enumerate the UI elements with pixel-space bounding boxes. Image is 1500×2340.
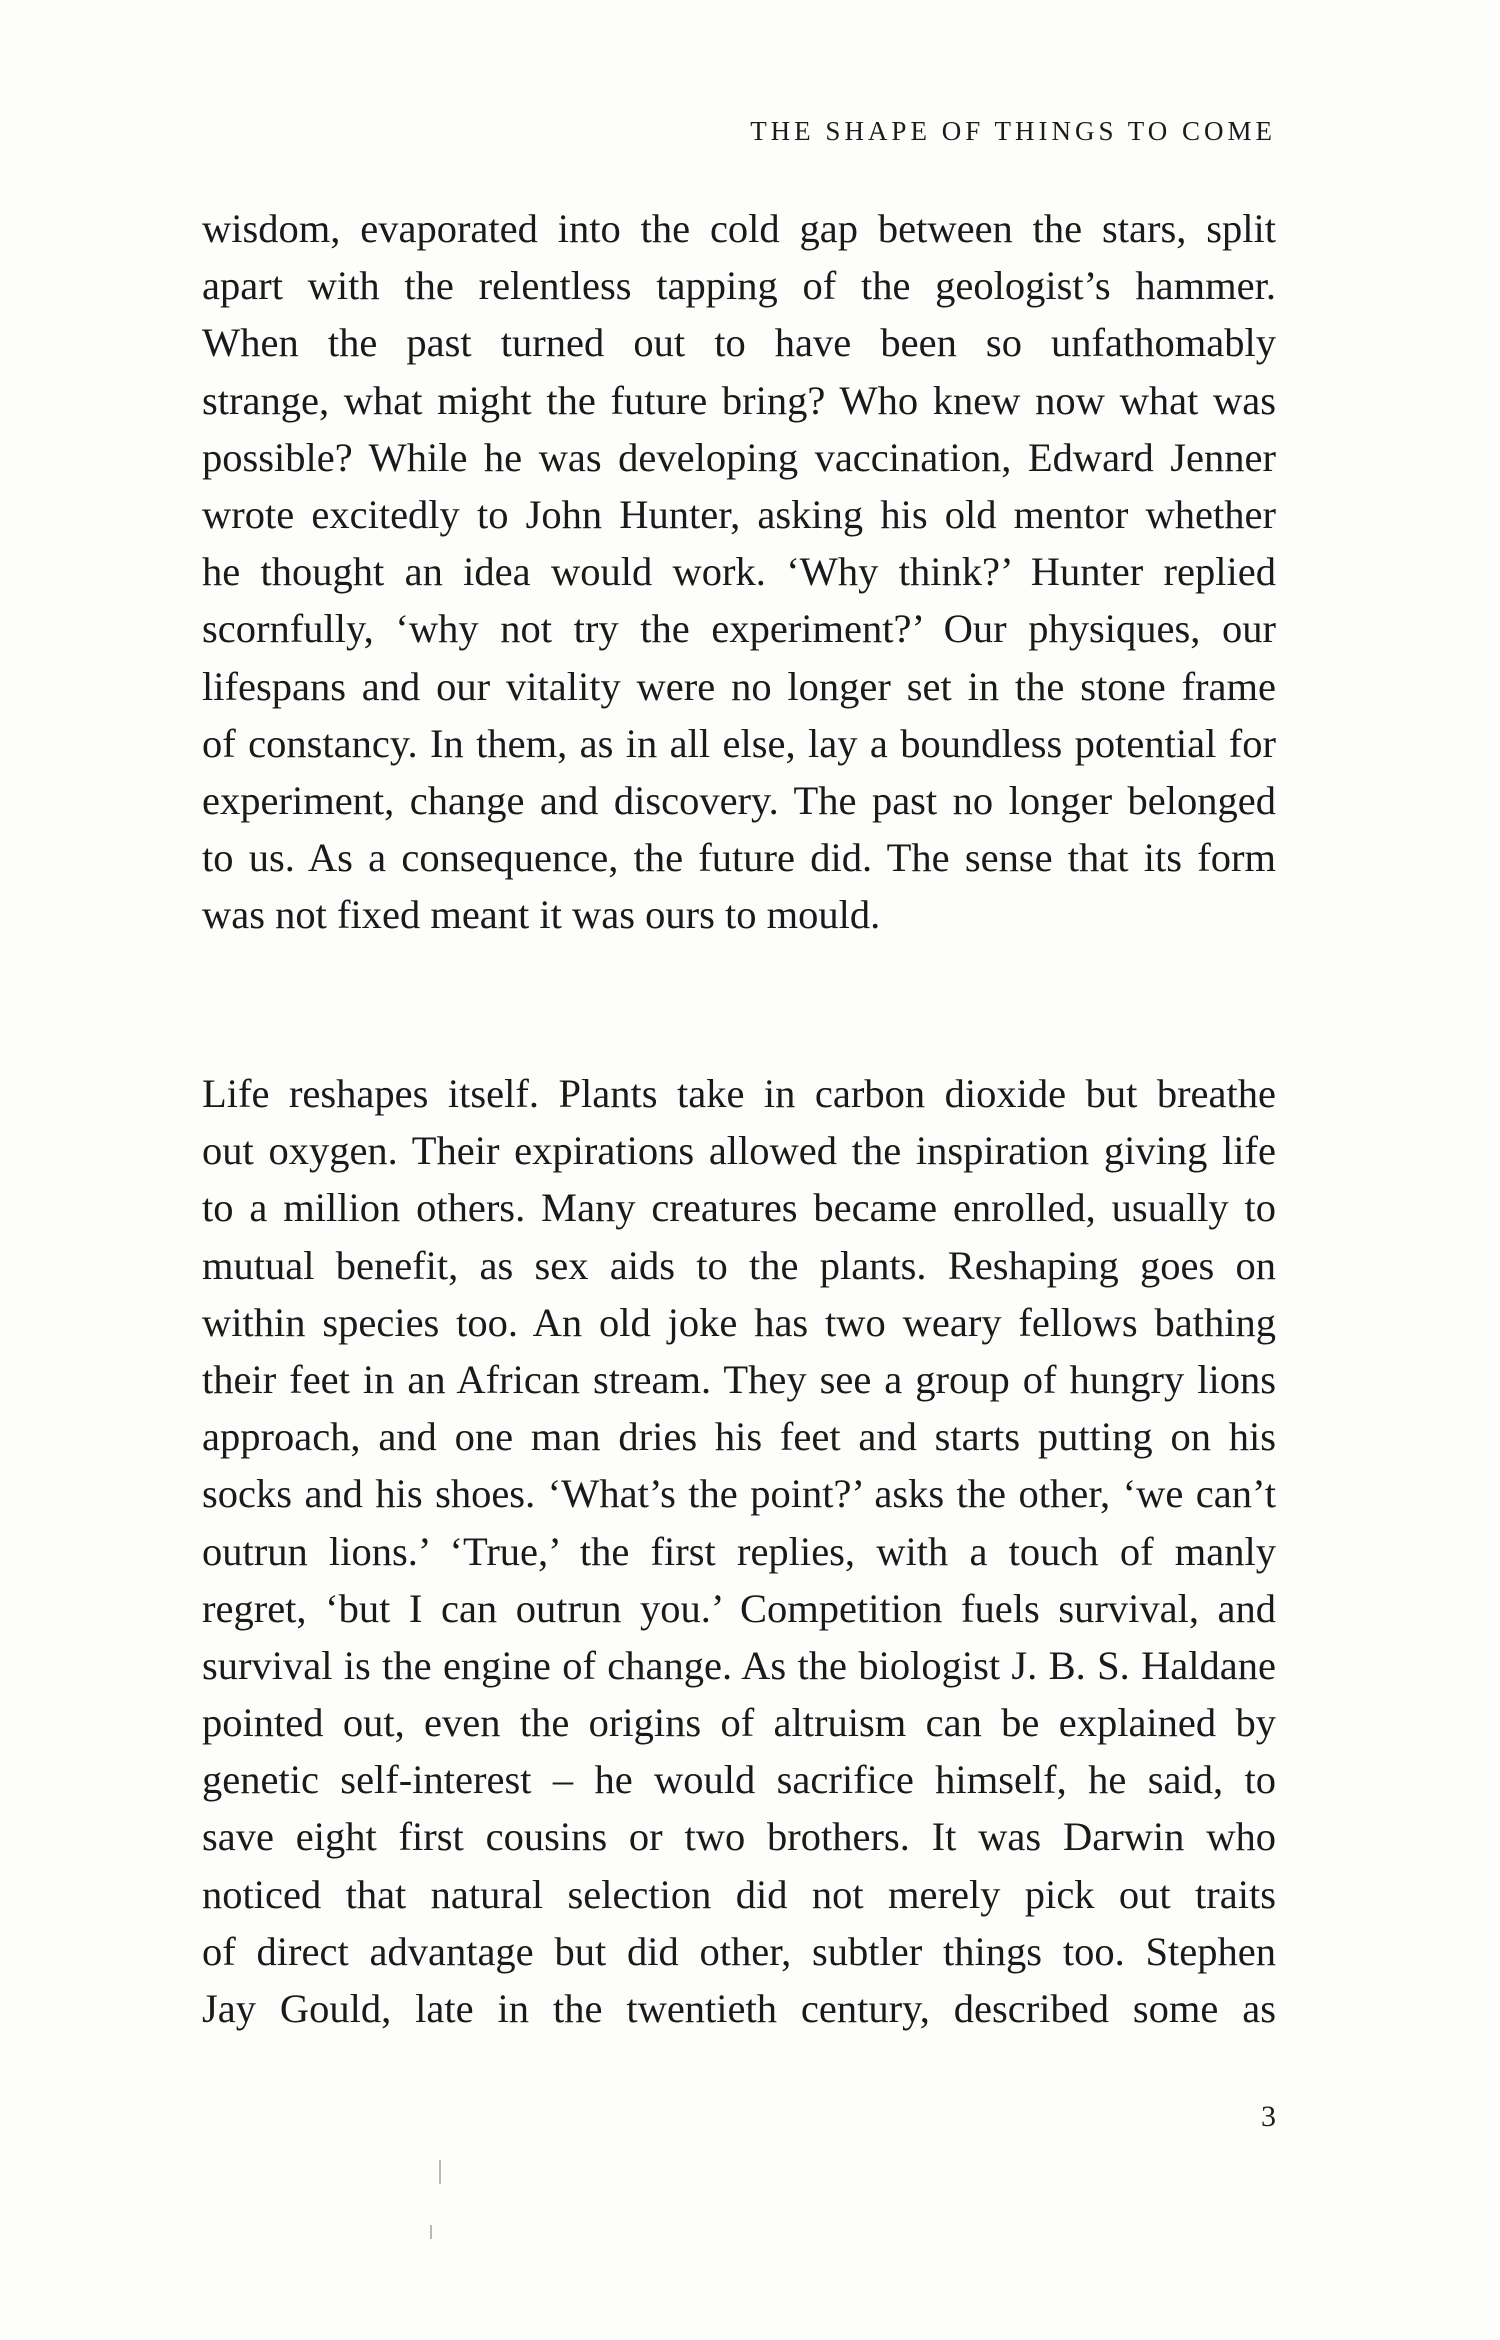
text-line: approach, and one man dries his feet and starts putting on his [202, 1414, 1276, 1460]
text-line: within species too. An old joke has two weary fellows bathing [202, 1299, 1276, 1345]
text-line: lifespans and our vitality were no longer set in the stone frame [202, 663, 1276, 709]
paragraph-1 [202, 200, 1276, 943]
text-line: of constancy. In them, as in all else, lay a boundless potential for [202, 720, 1276, 766]
text-line: regret, ‘but I can outrun you.’ Competition fuels survival, and [202, 1585, 1276, 1631]
text-line: Life reshapes itself. Plants take in carbon dioxide but breathe [202, 1071, 1276, 1116]
text-line: experiment, change and discovery. The past no longer belonged [202, 777, 1276, 823]
text-line: survival is the engine of change. As the biologist J. B. S. Haldane [202, 1642, 1276, 1688]
scan-mark [439, 2160, 441, 2184]
text-line: strange, what might the future bring? Who knew now what was [202, 377, 1276, 423]
text-line: noticed that natural selection did not merely pick out traits [202, 1871, 1276, 1917]
text-line: save eight first cousins or two brothers. It was Darwin who [202, 1814, 1276, 1860]
page-number: 3 [1261, 2100, 1276, 2133]
text-line: of direct advantage but did other, subtler things too. Stephen [202, 1928, 1276, 1974]
text-line: to a million others. Many creatures became enrolled, usually to [202, 1185, 1276, 1231]
text-line: possible? While he was developing vaccination, Edward Jenner [202, 434, 1276, 480]
text-line: genetic self-interest – he would sacrifice himself, he said, to [202, 1757, 1276, 1803]
text-line: mutual benefit, as sex aids to the plants. Reshaping goes on [202, 1242, 1276, 1288]
text-line: outrun lions.’ ‘True,’ the first replies, with a touch of manly [202, 1528, 1276, 1574]
running-head: THE SHAPE OF THINGS TO COME [750, 116, 1276, 146]
text-line: Jay Gould, late in the twentieth century, described some as [202, 1986, 1276, 2031]
text-line: their feet in an African stream. They see a group of hungry lions [202, 1356, 1276, 1402]
text-line: socks and his shoes. ‘What’s the point?’ asks the other, ‘we can’t [202, 1471, 1276, 1517]
text-line: was not fixed meant it was ours to mould. [202, 892, 881, 938]
text-line: When the past turned out to have been so unfathomably [202, 320, 1276, 366]
text-line: out oxygen. Their expirations allowed the inspiration giving life [202, 1128, 1276, 1174]
paragraph-2 [202, 1065, 1276, 2037]
text-line: apart with the relentless tapping of the geologist’s hammer. [202, 263, 1276, 309]
scan-mark [430, 2225, 432, 2239]
text-line: to us. As a consequence, the future did. The sense that its form [202, 835, 1276, 881]
text-line: wrote excitedly to John Hunter, asking his old mentor whether [202, 491, 1276, 537]
text-line: scornfully, ‘why not try the experiment?’ Our physiques, our [202, 606, 1276, 652]
text-line: he thought an idea would work. ‘Why think?’ Hunter replied [202, 549, 1276, 595]
text-line: pointed out, even the origins of altruism can be explained by [202, 1700, 1276, 1746]
text-line: wisdom, evaporated into the cold gap between the stars, split [202, 206, 1276, 251]
